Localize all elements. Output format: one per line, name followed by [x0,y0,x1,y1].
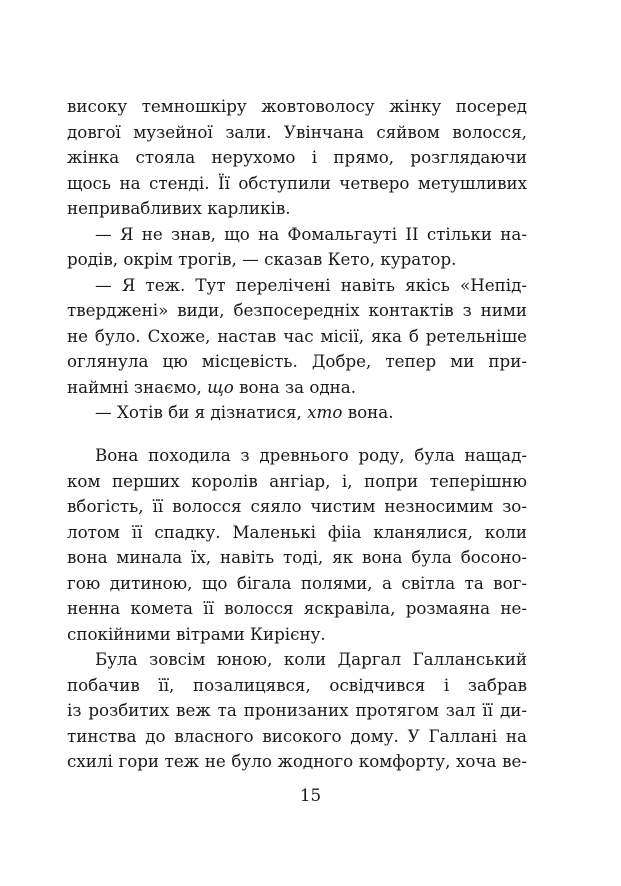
text-line: жінка стояла нерухомо і прямо, розглядаючи [67,147,527,167]
dialogue-line: тверджені» види, безпосередніх контактів з ними [67,300,527,320]
text-block-top [67,94,527,426]
text-line: ненна комета її волосся яскравіла, розмаяна не- [67,598,527,618]
emphasis: хто [307,402,343,422]
text-line: непривабливих карликів. [67,198,291,218]
text-segment: наймні знаємо, [67,376,208,397]
dialogue-line: — Я теж. Тут перелічені навіть якісь «Непід- [95,274,527,295]
text-line: вона минала їх, навіть тоді, як вона була босоно- [67,547,527,567]
text-line: схилі гори теж не було жодного комфорту, хоча ве- [67,751,527,771]
text-line: лотом її спадку. Маленькі фііа кланялися, коли [67,521,527,542]
text-line: побачив її, позалицявся, освідчився і забрав [67,674,527,695]
dialogue-line [67,375,527,401]
text-segment: — Хотів би я дізнатися, [95,402,308,422]
text-line: ком перших королів ангіар, і, попри теперішню [67,470,527,491]
emphasis: що [207,376,234,397]
text-line: спокійними вітрами Кирієну. [67,623,326,644]
text-segment: вона за одна. [233,376,357,397]
text-line: вбогість, її волосся сяяло чистим незносимим зо- [67,496,527,516]
text-line: гою дитиною, що бігала полями, а світла та вог- [67,572,527,593]
text-line: із розбитих веж та пронизаних протягом зал її ди- [67,700,527,720]
text-line: тинства до власного високого дому. У Галлані на [67,725,527,746]
text-segment: вона. [342,402,394,422]
text-line: Була зовсім юною, коли Даргал Галланський [95,649,527,669]
text-line: високу темношкіру жовтоволосу жінку посеред [67,96,527,116]
dialogue-line [67,400,527,426]
dialogue-line: родів, окрім трогів, — сказав Кето, куратор. [67,249,457,269]
dialogue-line: оглянула цю місцевість. Добре, тепер ми при- [67,351,527,371]
text-block-bottom [67,443,527,775]
dialogue-line: не було. Схоже, настав час місії, яка б ретельніше [67,325,527,346]
text-line: довгої музейної зали. Увінчана сяйвом волосся, [67,121,527,142]
text-line: Вона походила з древнього роду, була нащад- [95,445,527,465]
page-number: 15 [299,785,322,805]
text-line: щось на стенді. Її обступили четверо метушливих [67,172,527,193]
dialogue-line: — Я не знав, що на Фомальгауті II стільки на- [95,223,527,244]
